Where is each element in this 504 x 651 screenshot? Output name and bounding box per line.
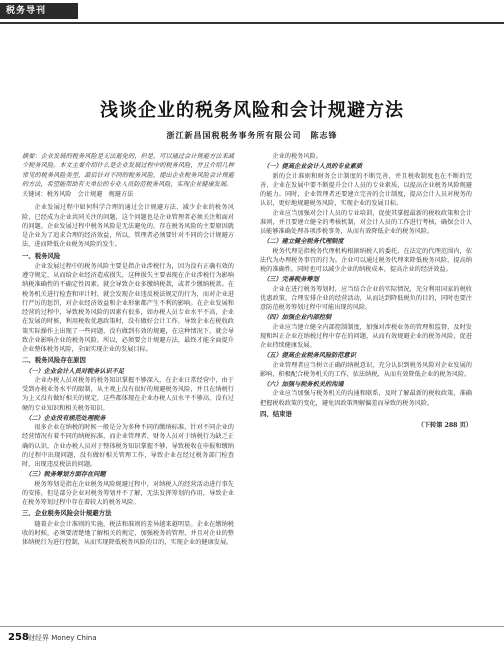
subsection-heading: （五）提高企业税务风险防范意识 [263, 352, 356, 360]
footer-rule [0, 626, 504, 627]
paragraph: 税务代理是指税务代理机构根据纳税人的委托，在法定的代理范围内，依法代为办理税务事宜的行为。企业可以通过税务代理来降低税务风险，提高纳税的准确性，同时也可以减少企业的纳税成本，提高企业的经济效益。 [260, 247, 472, 273]
section-tag: 税务导刊 [0, 3, 78, 19]
section-heading: 三、企业税务风险会计规避方法 [22, 509, 112, 518]
subsection-heading: （六）加强与税务机关的沟通 [263, 381, 344, 388]
subsection-heading: （四）加强企业内部控制 [263, 314, 332, 322]
paragraph: 企业管理者应当树立正确的纳税意识，充分认识到税务风险对企业发展的影响，积极配合税务机关的工作，依法纳税，从而有效降低企业的税务风险。 [260, 361, 472, 378]
subsection-heading: （一）提高企业会计人员的专业素质 [263, 163, 363, 171]
paragraph: 很多企业在纳税的时候一般是分为多种不同的缴纳标准，针对不同企业的经营情况有着不同的纳税标准，而企业管理者、财务人员对于纳税行为缺乏正确的认识，企业办税人员对于整体税务知识掌握不够，导致税收在申报和缴纳的过程中出现问题，没有做好相关管理工作，导致企业在经过税务部门检查时，出现违反税法的问题。 [22, 424, 234, 468]
abstract: 摘要：企业发展的税务风险是无法避免的，但是，可以通过会计规避方法来减少税务风险。本文主要介绍什么是企业发展过程中的税务风险，并且介绍几种常见的税务风险类型，最后针对不同的税务风险，提出企业税务风险会计规避的方法，希望能帮助有关单位的专业人员防范税务风险，实现企业健康发展。 [22, 153, 234, 188]
paragraph: 企业发展过程中如何科学合理的通过会计规避方法、减少企业的税务风险，已经成为企业共同关注的问题，这个问题也是企业管理者必须关注和面对的问题。企业发展过程中税务风险是无法避免的，存在税务风险的主要原因就是企业为了追求合理的经济效益，所以，管理者必须要针对不同的会计规避方法，进而降低企业税务风险的发生。 [22, 204, 234, 249]
article-title: 浅谈企业的税务风险和会计规避方法 [100, 100, 404, 121]
section-heading: 四、结束语 [260, 409, 292, 418]
journal-name: 财经界 Money China [28, 634, 97, 642]
page-footer [0, 626, 504, 648]
section-heading: 一、税务风险 [22, 251, 61, 260]
left-column [22, 152, 234, 547]
paragraph: 企业应当加强对会计人员的专业培训，促使其掌握最新的税收政策和会计准则，并且要建立健全的考核机制，对会计人员的工作进行考核，确保会计人员能够准确处理各项涉税事务，从而有效降低企业的税务风险。 [260, 209, 472, 235]
page-header [0, 0, 504, 20]
paragraph: 企业发展过程中的税务风险主要是指企业涉税行为，因为没有正确有效的遵守规定，从而给企业经济造成损失，这种损失主要表现在企业涉税行为影响纳税准确性的不确定性因素。就会导致企业多缴纳税款，或者少缴纳税款。在税务机关进行检查和审计时，就会发现企业违反税法规定的行为，而对企业进行严厉的惩罚，对企业经济效益和企业形象都产生不利的影响。在企业发展和经营的过程中，导致税务风险的因素有很多，如办税人员专业水平不高，企业在发展的时候，利用税收优惠政策时，没有做好会计工作，导致企业在税收政策实际操作上出现了一些问题，没有做到有效的规避，在这种情况下，就会导致企业影响企业的税务风险，所以，必须要会计规避方法，最终才能全面提升企业整体税务风险，全面实现企业的发展目标。 [22, 262, 234, 353]
paragraph: 企业应当加强与税务机关的沟通和联系，及时了解最新的税收政策，准确把握税收政策的变化，避免因政策理解偏差而导致的税务风险。 [260, 390, 472, 407]
article-author: 浙江新昌国税税务事务所有限公司 陈志锋 [166, 131, 338, 140]
subsection-heading: （二）建立健全税务代理制度 [263, 238, 344, 246]
paragraph: 随着企业会计准则的实施，税法和准则的差异越来越明显。企业在缴纳税收的时候，必须要清楚地了解相关的规定，加强税务的管理，并且对企业的整体纳税行为进行控制，从而实现降低税务风险的目的，实现企业的健康发展。 [22, 520, 234, 546]
subsection-heading: （三）完善税务筹划 [263, 276, 319, 284]
subsection-heading: （二）企业没有规范处理税务 [25, 414, 106, 422]
paragraph: 税务筹划是指在企业税务风险规避过程中，对纳税人的经营活动进行事先的安排，但是部分企业对税务筹划并不了解，无法发挥筹划的作用，导致企业在税务筹划过程中存在着较大的税务风险。 [22, 480, 234, 506]
paragraph: 企业在进行税务筹划时，应当结合企业的实际情况，充分利用国家的税收优惠政策，合理安排企业的经营活动，从而达到降低税负的目的，同时也要注意防范税务筹划过程中可能出现的风险。 [260, 285, 472, 311]
continued-note: （下转第 288 页） [417, 422, 472, 429]
subsection-heading: （三）税务筹划方面存在问题 [25, 471, 106, 479]
paragraph: 新的会计准则和财务会计制度的不断完善，并且税收制度也在不断的完善，企业在发展中要不断提升会计人员的专业素质，以提高企业税务风险规避的能力。同时，企业管理者还要建立完善的会计制度，提高会计人员对税务的认识，更好地规避税务风险，实现企业的发展目标。 [260, 172, 472, 208]
keywords: 关键词：税务风险 会计规避 规避方法 [22, 191, 134, 198]
section-heading: 二、税务风险存在原因 [22, 356, 86, 365]
page-number: 258 [8, 632, 29, 643]
subsection-heading: （一）企业会计人员对税务认识不足 [25, 367, 125, 375]
paragraph: 企业的税务风险。 [272, 153, 322, 160]
header-rule [0, 22, 504, 24]
paragraph: 企业应当建立健全内部控制制度，加强对涉税业务的管理和监督，及时发现和纠正企业在纳税过程中存在的问题，从而有效规避企业的税务风险，促进企业持续健康发展。 [260, 323, 472, 349]
right-column [260, 152, 472, 430]
paragraph: 企业办税人员对税务的税务知识掌握不够深入，在企业日常经营中，由于受到办税业务水平的限制，从主观上没有很好的规避税务风险，并且在纳税行为上又没有做好相关的规定，这些都体现在企业办税人员水平不够高，没有过硬的专业知识和相关税务知识。 [22, 376, 234, 412]
